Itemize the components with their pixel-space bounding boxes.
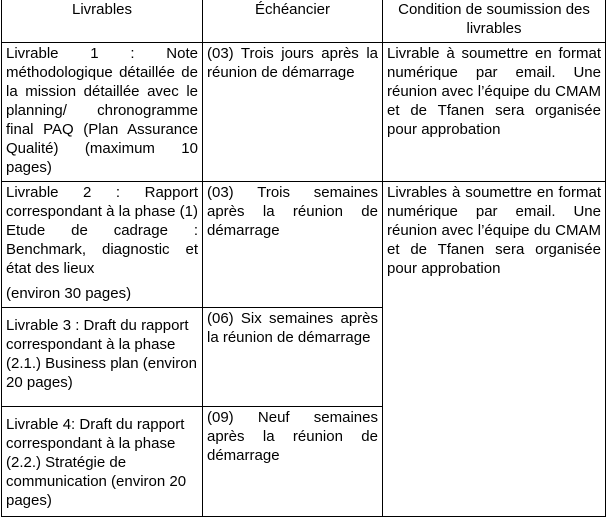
deliverables-table bbox=[1, 0, 606, 517]
header-condition: Condition de soumission des livrables bbox=[383, 0, 606, 43]
echeancier-4-cell: (09) Neuf semaines après la réunion de démarrage bbox=[203, 407, 383, 517]
livrable-4-cell bbox=[2, 407, 203, 517]
echeancier-2-cell: (03) Trois semaines après la réunion de démarrage bbox=[203, 182, 383, 308]
livrable-2-text: Livrable 2 : Rapport correspondant à la phase (1) Etude de cadrage : Benchmark, diagnostic et état des lieux bbox=[6, 184, 198, 277]
livrable-2-cell bbox=[2, 182, 203, 308]
header-livrables: Livrables bbox=[2, 0, 203, 43]
table-row bbox=[2, 182, 606, 308]
condition-1-cell: Livrable à soumettre en format numérique par email. Une réunion avec l’équipe du CMAM et de Tfanen sera organisée pour approbation bbox=[383, 43, 606, 182]
livrable-1-cell: Livrable 1 : Note méthodologique détaillée de la mission détaillée avec le planning/ chronogramme final PAQ (Plan Assurance Qualité) (maximum 10 pages) bbox=[2, 43, 203, 182]
header-row bbox=[2, 0, 606, 43]
header-echeancier: Échéancier bbox=[203, 0, 383, 43]
livrable-4-text: Livrable 4: Draft du rapport correspondant à la phase (2.2.) Stratégie de communication (environ 20 pages) bbox=[6, 416, 187, 509]
livrable-3-text: Livrable 3 : Draft du rapport correspondant à la phase (2.1.) Business plan (environ 20 pages) bbox=[6, 317, 197, 391]
condition-2-cell: Livrables à soumettre en format numérique par email. Une réunion avec l’équipe du CMAM et de Tfanen sera organisée pour approbation bbox=[383, 182, 606, 517]
echeancier-1-cell: (03) Trois jours après la réunion de démarrage bbox=[203, 43, 383, 182]
livrable-3-cell bbox=[2, 308, 203, 407]
livrable-2-pages: (environ 30 pages) bbox=[6, 285, 132, 302]
table-row bbox=[2, 43, 606, 182]
echeancier-3-cell: (06) Six semaines après la réunion de démarrage bbox=[203, 308, 383, 407]
